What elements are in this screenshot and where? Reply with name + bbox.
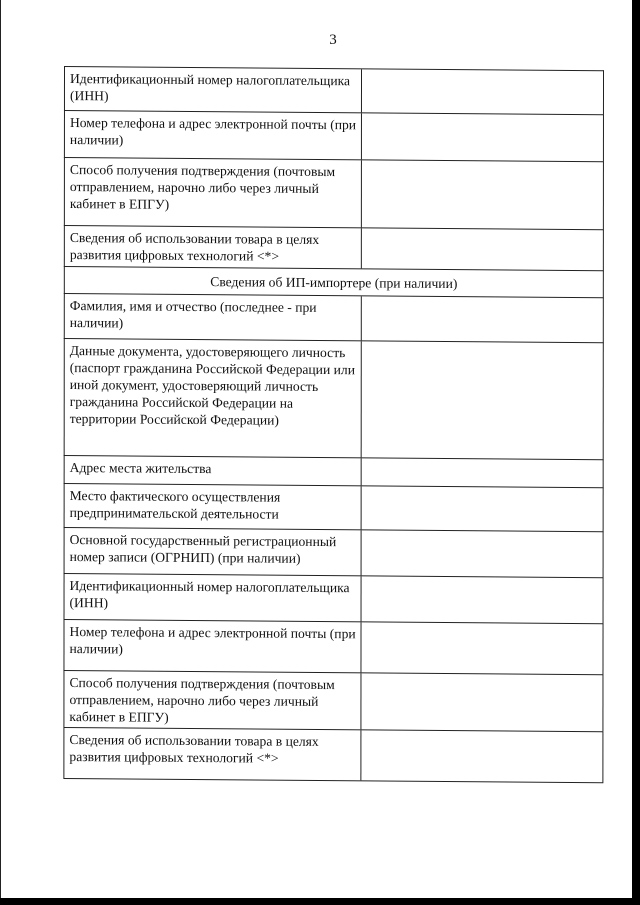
row-value <box>362 530 603 577</box>
table-row-confirmation-method <box>63 670 603 731</box>
row-label: Идентификационный номер налогоплательщика (ИНН) <box>65 574 362 621</box>
table-row-full-name <box>64 293 604 342</box>
table-row-ogrnip <box>64 527 604 577</box>
scan-border-left <box>0 0 1 905</box>
table-row-residence-address <box>64 455 604 487</box>
row-label: Фамилия, имя и отчество (последнее - при наличии) <box>65 294 362 340</box>
row-label: Место фактического осуществления предпринимательской деятельности <box>65 484 362 529</box>
row-label: Идентификационный номер налогоплательщика (ИНН) <box>65 67 362 112</box>
table-row-inn <box>64 573 604 623</box>
table-row-business-location <box>64 483 604 531</box>
row-value <box>362 458 603 487</box>
row-label: Адрес места жительства <box>65 456 362 485</box>
row-value <box>362 69 603 114</box>
table-row-contacts <box>64 110 604 161</box>
row-label: Сведения об использовании товара в целях развития цифровых технологий <*> <box>65 226 362 268</box>
row-label: Способ получения подтверждения (почтовым отправлением, нарочно либо через личный кабинет в ЕПГУ) <box>64 671 361 729</box>
row-value <box>361 730 602 782</box>
table-row-identity-document <box>64 338 604 459</box>
row-value <box>362 296 603 342</box>
table-row-digital-tech-usage <box>64 225 604 270</box>
row-label: Способ получения подтверждения (почтовым отправлением, нарочно либо через личный кабинет в ЕПГУ) <box>65 158 362 227</box>
form-table <box>63 66 604 783</box>
table-row-confirmation-method <box>64 157 604 229</box>
page-number: 3 <box>329 32 337 48</box>
row-value <box>362 341 603 459</box>
row-value <box>362 228 603 270</box>
table-row-inn <box>64 66 604 114</box>
row-label: Номер телефона и адрес электронной почты (при наличии) <box>65 111 362 159</box>
row-label: Номер телефона и адрес электронной почты (при наличии) <box>64 620 361 672</box>
row-label: Сведения об использовании товара в целях развития цифровых технологий <*> <box>64 728 361 780</box>
row-label: Основной государственный регистрационный номер записи (ОГРНИП) (при наличии) <box>65 528 362 575</box>
row-value <box>362 576 603 623</box>
table-row-digital-tech-usage <box>63 727 603 783</box>
row-value <box>362 486 603 531</box>
row-value <box>362 113 603 161</box>
scan-border-right <box>632 0 640 905</box>
row-value <box>361 673 602 731</box>
row-value <box>362 160 603 229</box>
row-label: Данные документа, удостоверяющего личность (паспорт гражданина Российской Федерации или иной документ, удостоверяющий личность гражданина Российской Федерации на территории Российской Федерации) <box>65 339 362 457</box>
section-header-ip-importer: Сведения об ИП-импортере (при наличии) <box>64 266 604 297</box>
table-row-contacts <box>63 619 603 674</box>
row-value <box>361 622 602 674</box>
scan-border-bottom <box>0 898 640 905</box>
